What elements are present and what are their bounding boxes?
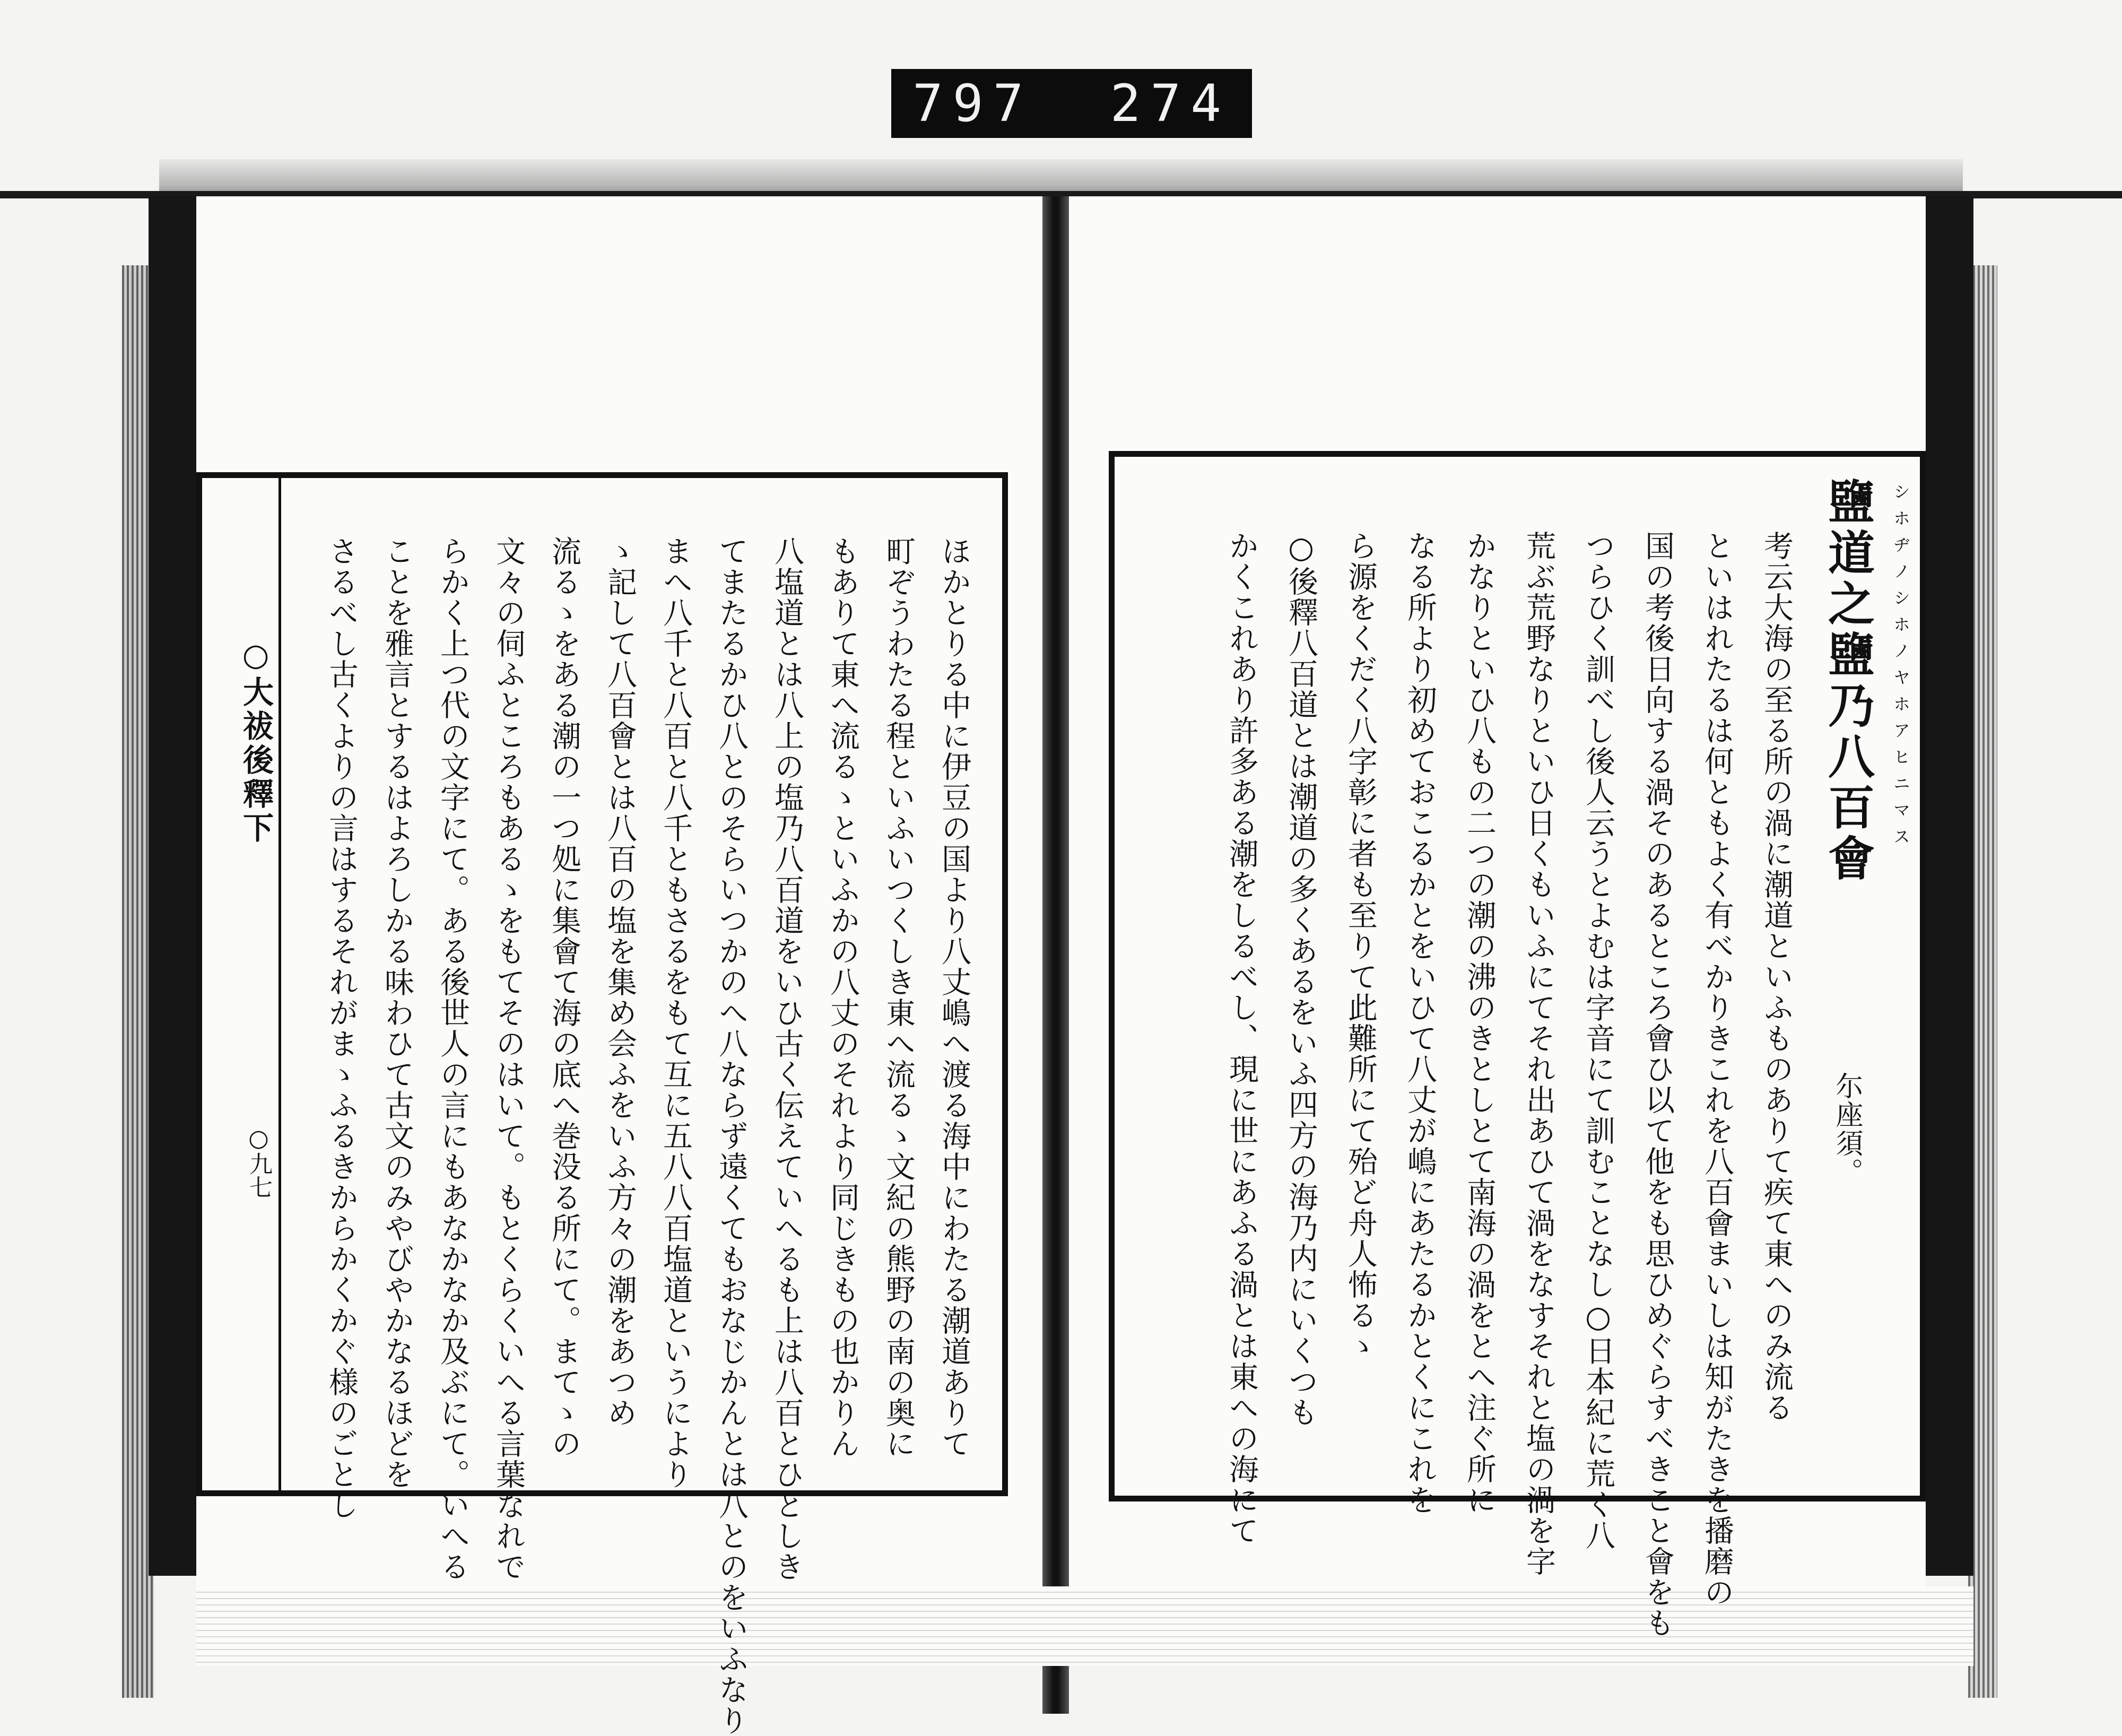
margin-divider-line <box>279 478 281 1496</box>
text-column: なる所より初めておこるかとをいひて八丈が嶋にあたるかとくにこれを <box>1403 531 1437 1515</box>
microfilm-frame-label <box>891 69 1252 138</box>
text-column: ら源をくだく八字彰に者も至りて此難所にて殆ど舟人怖るゝ <box>1343 531 1378 1361</box>
section-title-suffix: 尓座須。 <box>1831 1072 1863 1186</box>
frame-number-right: 274 <box>1110 74 1231 133</box>
text-column: 文々の伺ふところもあるゝをもてそのはいて。もとくらくいへる言葉なれで <box>491 536 526 1582</box>
running-title: ○大祓後釋下 <box>238 637 274 846</box>
text-column: ことを雅言とするはよろしかる味わひて古文のみやびやかなるほどを <box>380 536 414 1490</box>
text-column: まへ八千と八百と八千ともさるをもて互に五八八百塩道というにより <box>658 536 693 1490</box>
text-column: 流るゝをある潮の一つ処に集會て海の底へ巻没る所にて。まてゝの <box>547 536 581 1459</box>
text-column: 町ぞうわたる程といふいつくしき東へ流るゝ文紀の熊野の南の奥に <box>881 536 916 1459</box>
text-column: といはれたるは何ともよく有べかりきこれを八百會まいしは知がたきを播磨の <box>1700 531 1734 1608</box>
text-column: ほかとりる中に伊豆の国より八丈嶋へ渡る海中にわたる潮道ありて <box>937 536 971 1459</box>
text-column: 八塩道とは八上の塩乃八百道をいひ古く伝えていへるも上は八百とひとしき <box>770 536 804 1582</box>
title-reading: シホヂノシホノヤホアヒニマス <box>1891 483 1911 854</box>
text-column: もありて東へ流るゝといふかの八丈のそれより同じきもの也かりん <box>825 536 860 1459</box>
section-title: 鹽道之鹽乃八百會 <box>1821 478 1876 885</box>
text-column: 国の考後日向する渦そのあるところ會ひ以て他をも思ひめぐらすべきこと會をも <box>1640 531 1675 1638</box>
text-column: 考云大海の至る所の渦に潮道といふものありて疾て東へのみ流る <box>1759 531 1794 1423</box>
text-column: かなりといひ八もの二つの潮の沸のきとしとて南海の渦をとへ注ぐ所に <box>1462 531 1497 1515</box>
text-column: 荒ぶ荒野なりといひ日くもいふにてそれ出あひて渦をなすそれと塩の渦を字 <box>1521 531 1556 1577</box>
page-number: ○九七 <box>245 1125 272 1199</box>
text-column: てまたるかひ八とのそらいつかのへ八ならず遠くてもおなじかんとは八とのをいふなり <box>714 536 749 1736</box>
cover-band-left <box>149 196 196 1576</box>
text-column: かくこれあり許多ある潮をしるべし、現に世にあふる渦とは東への海にて <box>1224 531 1259 1546</box>
frame-number-left: 797 <box>912 74 1033 133</box>
text-column: つらひく訓べし後人云うとよむは字音にて訓むことなし○日本紀に荒く八 <box>1581 531 1615 1551</box>
cover-band-right <box>1926 196 1973 1576</box>
text-column: らかく上つ代の文字にて。ある後世人の言にもあなかなか及ぶにて。いへる <box>436 536 470 1582</box>
text-column: ○後釋八百道とは潮道の多くあるをいふ四方の海乃内にいくつも <box>1284 531 1318 1428</box>
text-column: ゝ記して八百會とは八百の塩を集め会ふをいふ方々の潮をあつめ <box>603 536 637 1428</box>
book-gutter <box>1042 196 1069 1714</box>
text-column: さるべし古くよりの言はするそれがまゝふるきからかくかぐ様のごとし <box>324 536 359 1521</box>
